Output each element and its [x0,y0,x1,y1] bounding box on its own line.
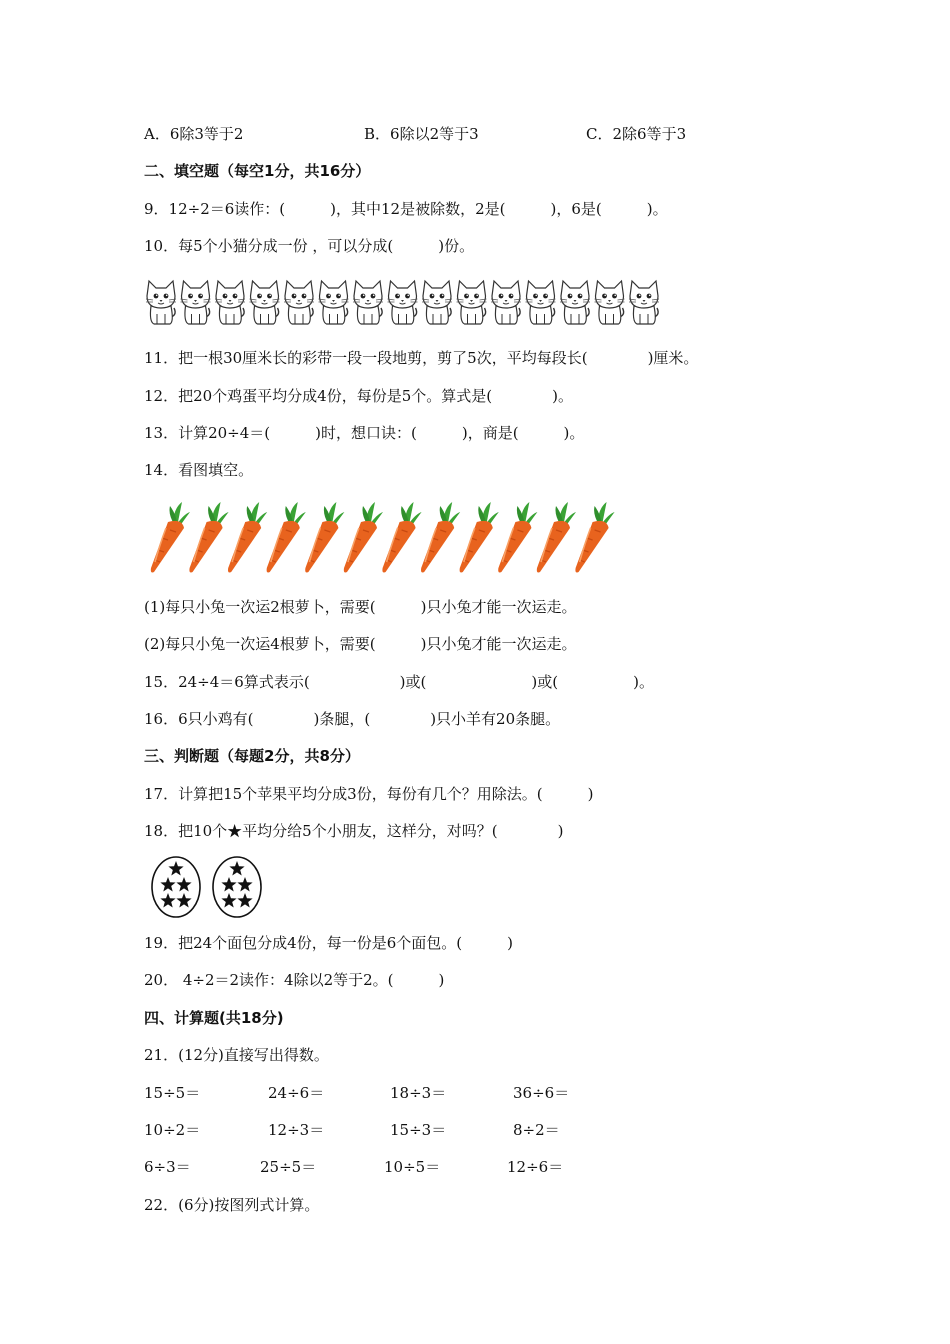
section4-title: 四、计算题(共18分) [144,1009,284,1027]
star-group [152,857,200,917]
calc-item: 25÷5＝ [260,1158,317,1176]
cat-icon [353,281,383,324]
question-21: 21．(12分)直接写出得数。 [144,1046,329,1064]
carrot-icon [575,502,614,573]
question-14: 14．看图填空。 [144,461,254,479]
carrot-icon [460,502,499,573]
calc-item: 36÷6＝ [513,1084,570,1102]
carrots-figure [148,502,620,576]
calc-item: 12÷3＝ [268,1121,325,1139]
section3-title: 三、判断题（每题2分，共8分） [144,747,360,765]
question-9: 9．12÷2＝6读作：( )，其中12是被除数，2是( )，6是( )。 [144,200,668,218]
cat-icon [526,281,556,324]
carrot-icon [537,502,576,573]
cat-icon [284,281,314,324]
calc-item: 15÷5＝ [144,1084,201,1102]
cat-icon [146,281,176,324]
calc-item: 10÷5＝ [384,1158,441,1176]
cat-icon [181,281,211,324]
option-a: A．6除3等于2 [144,125,244,143]
cat-icon [457,281,487,324]
calc-item: 12÷6＝ [507,1158,564,1176]
cat-icon [595,281,625,324]
section2-title: 二、填空题（每空1分，共16分） [144,162,371,180]
option-b: B．6除以2等于3 [364,125,479,143]
calc-item: 10÷2＝ [144,1121,201,1139]
question-10: 10．每5个小猫分成一份 ，可以分成( )份。 [144,237,475,255]
carrot-icon [151,502,190,573]
calc-item: 15÷3＝ [390,1121,447,1139]
star-groups-figure [150,855,264,919]
question-16: 16．6只小鸡有( )条腿，( )只小羊有20条腿。 [144,710,561,728]
cat-icon [491,281,521,324]
carrot-icon [189,502,228,573]
cat-icon [215,281,245,324]
carrot-icon [344,502,383,573]
question-13: 13．计算20÷4＝( )时，想口诀：( )，商是( )。 [144,424,585,442]
question-20: 20． 4÷2＝2读作：4除以2等于2。( ) [144,971,445,989]
question-14-2: (2)每只小兔一次运4根萝卜，需要( )只小兔才能一次运走。 [144,635,577,653]
carrot-icon [382,502,421,573]
calc-item: 6÷3＝ [144,1158,191,1176]
carrot-icon [267,502,306,573]
cat-icon [560,281,590,324]
cats-figure [144,278,668,328]
question-22: 22．(6分)按图列式计算。 [144,1196,320,1214]
calc-item: 8÷2＝ [513,1121,560,1139]
carrot-icon [228,502,267,573]
carrot-icon [498,502,537,573]
star-group [213,857,261,917]
cat-icon [629,281,659,324]
option-c: C．2除6等于3 [586,125,687,143]
question-11: 11．把一根30厘米长的彩带一段一段地剪，剪了5次，平均每段长( )厘米。 [144,349,699,367]
question-15: 15．24÷4＝6算式表示( )或( )或( )。 [144,673,654,691]
cat-icon [319,281,349,324]
calc-item: 18÷3＝ [390,1084,447,1102]
cat-icon [250,281,280,324]
calc-item: 24÷6＝ [268,1084,325,1102]
carrot-icon [305,502,344,573]
cat-icon [388,281,418,324]
cat-icon [422,281,452,324]
question-14-1: (1)每只小兔一次运2根萝卜，需要( )只小兔才能一次运走。 [144,598,577,616]
question-18: 18．把10个★平均分给5个小朋友，这样分，对吗？( ) [144,822,564,840]
question-17: 17．计算把15个苹果平均分成3份，每份有几个？用除法。( ) [144,785,594,803]
question-12: 12．把20个鸡蛋平均分成4份，每份是5个。算式是( )。 [144,387,573,405]
carrot-icon [421,502,460,573]
question-19: 19．把24个面包分成4份，每一份是6个面包。( ) [144,934,513,952]
